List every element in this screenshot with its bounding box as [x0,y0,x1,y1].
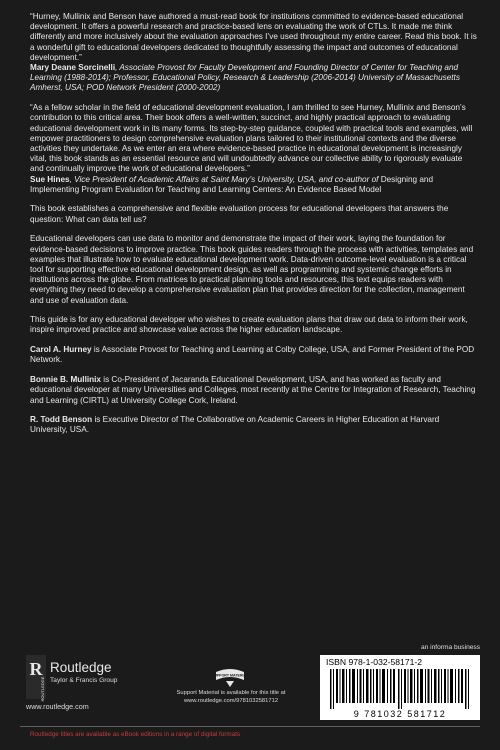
blurb-1 [30,12,478,63]
support-badge-text: SUPPORT MATERIAL [211,673,249,678]
svg-text:R: R [29,659,43,679]
author-bio [30,415,478,435]
blurb-affiliation: , Vice President of Academic Affairs at Saint Mary’s University, USA, and co-author of [69,174,379,184]
blurb-author: Sue Hines [30,174,70,184]
isbn-barcode-box [320,655,480,720]
author-bio-text: is Associate Provost for Teaching and Learning at Colby College, USA, and Former President of the POD Network. [30,345,475,365]
routledge-logo-icon [26,655,46,702]
blurb-quote: “As a fellow scholar in the field of educational development evaluation, I am thrilled to see Hurney, Mullinix and Benson’s contribution to this critical area. Their book offers a well-written, succinct, and highly practical approach to evaluating educational development work in its many forms. Its step-by-step guidance, coupled with practical tools and examples, will empower practitioners to design comprehensive evaluation plans tailored to their institutional contexts and the diverse activities they undertake. As we enter an era where evidence-based practice in educational development is increasingly vital, this book stands as an essential resource and will undoubtedly advance our collective ability to rigorously evaluate and continually improve the work of educational developers.” [30,103,473,174]
author-bio [30,345,478,365]
blurb-affiliation: , Associate Provost for Faculty Development and Founding Director of Center for Teaching and Learning (1988-2014); Professor, Educational Policy, Research & Leadership (2006-2014) University of Massachusetts Amherst, USA; POD Network President (2000-2002) [30,63,460,93]
barcode-icon [326,669,474,709]
blurb-2 [30,103,478,174]
svg-text:ROUTLEDGE: ROUTLEDGE [40,676,45,702]
ebook-note: Routledge titles are available as eBook editions in a range of digital formats [30,731,241,738]
publisher-name: Routledge [50,660,112,675]
author-bio-text: is Co-President of Jacaranda Educational Development, USA, and has worked as faculty and educational developer at many Universities and Colleges, most recently at the Centre for Integration of Research, Teaching and Learning (CIRTL) at University College Cork, Ireland. [30,375,476,405]
blurb-attribution [30,63,478,94]
footer-divider [20,726,480,727]
blurb-attribution [30,175,478,195]
blurb-book-title: Designing and Implementing Program Evaluation for Teaching and Learning Centers: An Evidence Based Model [30,174,434,194]
author-bio [30,375,478,406]
isbn-digits: 9 781032 581712 [353,709,447,719]
support-note-line: Support Material is available for this title at [176,690,286,696]
description-paragraph: This book establishes a comprehensive and flexible evaluation process for educational developers that answers the question: What can data tell us? [30,204,449,224]
publisher-url[interactable]: www.routledge.com [26,702,89,711]
blurb-author: Mary Deane Sorcinelli [30,63,116,73]
author-name: R. Todd Benson [30,415,93,425]
author-bio-text: is Executive Director of The Collaborative on Academic Careers in Higher Education at Harvard University, USA. [30,415,440,435]
support-material-icon [211,668,249,688]
informa-label: an informa business [420,644,480,651]
support-material-note [166,690,296,705]
description-paragraph: This guide is for any educational developer who wishes to create evaluation plans that draw out data to inform their work, inspire improved practice and showcase value across the higher education landscape. [30,315,468,335]
blurb-quote: “Hurney, Mullinix and Benson have authored a must-read book for institutions committed to evidence-based educational development. It offers a powerful research and practice-based lens on evaluating the work of CTLs. It made me think differently and more inclusively about the evaluation approaches I’ve used throughout my entire career. Read this book. It is a wonderful gift to educational developers dedicated to thoughtfully assessing the impact and outcomes of educational development.” [30,12,477,62]
author-name: Carol A. Hurney [30,345,92,355]
back-cover-text [30,12,478,436]
publisher-group: Taylor & Francis Group [50,677,118,684]
description-paragraph: Educational developers can use data to monitor and demonstrate the impact of their work, laying the foundation for evidence-based decisions to improve practice. This book guides readers through the process with activities, templates and examples that illustrate how to evaluate educational development work. Data-driven outcome-level evaluation is a critical tool for supporting effective educational development design, as well as programming and systemic change efforts in institutions across the globe. From matrices to practical planning tools and resources, this text equips readers with everything they need to develop a comprehensive evaluation plan that provides direction for the collection, management and use of evaluation data. [30,234,474,305]
support-note-url[interactable]: www.routledge.com/9781032581712 [183,697,279,704]
isbn-label: ISBN 978-1-032-58171-2 [326,657,423,667]
author-name: Bonnie B. Mullinix [30,375,101,385]
